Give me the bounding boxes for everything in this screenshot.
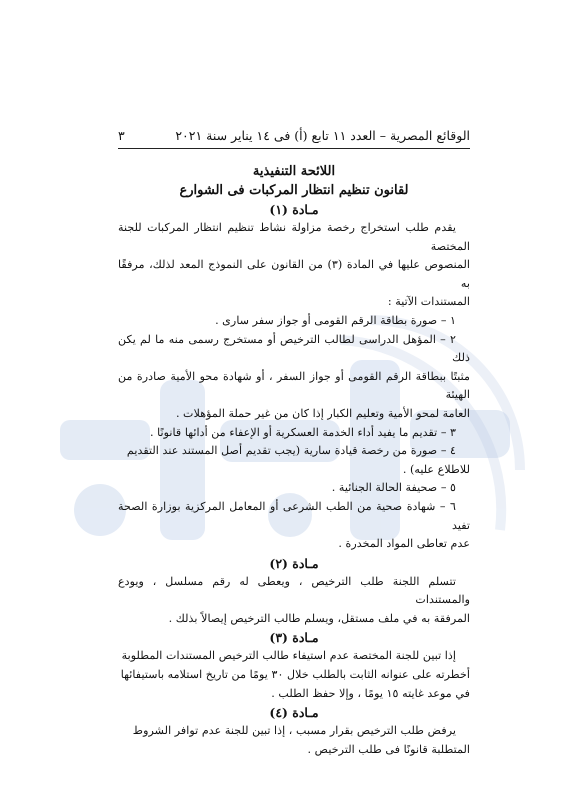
- article-4-line: المتطلبة قانونًا فى طلب الترخيص .: [307, 742, 470, 756]
- article-3-line: إذا تبين للجنة المختصة عدم استيفاء طالب الترخيص المستندات المطلوبة: [121, 649, 456, 663]
- article-3-heading: مـادة (٣): [269, 630, 319, 646]
- article-2-line: تتسلم اللجنة طلب الترخيص ، ويعطى له رقم مسلسل ، ويودع والمستندات: [118, 574, 470, 607]
- article-1-item: ٤ – صورة من رخصة قيادة سارية (يجب تقديم أصل المستند عند التقديم: [126, 444, 456, 458]
- article-1-line: مثبتًا ببطاقة الرقم القومى أو جواز السفر ، أو شهادة محو الأمية صادرة من الهيئة: [118, 369, 470, 402]
- article-3-line: في موعد غايته ١٥ يومًا ، وإلا حفظ الطلب .: [271, 686, 470, 700]
- article-1-heading: مـادة (١): [269, 202, 319, 217]
- article-1-item: ١ – صورة بطاقة الرقم القومى أو جواز سفر سارى .: [215, 313, 456, 327]
- article-1-line: يقدم طلب استخراج رخصة مزاولة نشاط تنظيم انتظار المركبات للجنة المختصة: [118, 221, 470, 253]
- regulation-title: اللائحة التنفيذية: [252, 164, 336, 179]
- article-3-line: أخطرته على عنوانه الثابت بالطلب خلال ٣٠ يومًا من تاريخ استلامه باستيفائها: [120, 668, 470, 682]
- article-1-line: للاطلاع عليه) .: [402, 462, 470, 476]
- law-title: لقانون تنظيم انتظار المركبات فى الشوارع: [179, 183, 409, 198]
- article-1-line: العامة لمحو الأمية وتعليم الكبار إذا كان من غير حملة المؤهلات .: [175, 406, 470, 420]
- article-4-line: يرفض طلب الترخيص بقرار مسبب ، إذا تبين للجنة عدم توافر الشروط: [132, 724, 456, 738]
- page-number: ٣: [118, 128, 125, 143]
- publication-line: الوقائع المصرية – العدد ١١ تابع (أ) فى ١٤ يناير سنة ٢٠٢١: [175, 128, 470, 143]
- article-2-line: المرفقة به في ملف مستقل، ويسلم طالب الترخيص إيصالاً بذلك .: [168, 611, 470, 625]
- article-1-item: ٥ – صحيفة الحالة الجنائية .: [331, 481, 456, 495]
- article-2-heading: مـادة (٢): [269, 555, 319, 571]
- article-1-line: المنصوص عليها في المادة (٣) من القانون على النموذج المعد لذلك، مرفقًا به: [118, 258, 471, 290]
- article-1-item: ٣ – تقديم ما يفيد أداء الخدمة العسكرية أو الإعفاء من أدائها قانونًا .: [149, 425, 456, 439]
- article-1-line: عدم تعاطى المواد المخدرة .: [338, 537, 470, 551]
- article-4-heading: مـادة (٤): [269, 705, 319, 721]
- document-body: [118, 162, 470, 759]
- article-1-item: ٦ – شهادة صحية من الطب الشرعى أو المعامل المركزية بوزارة الصحة تفيد: [118, 499, 470, 532]
- article-1-item: ٢ – المؤهل الدراسى لطالب الترخيص أو مستخرج رسمى منه ما لم يكن ذلك: [118, 332, 470, 365]
- article-1-line: المستندات الآتية :: [387, 295, 470, 309]
- page-header: [118, 128, 470, 149]
